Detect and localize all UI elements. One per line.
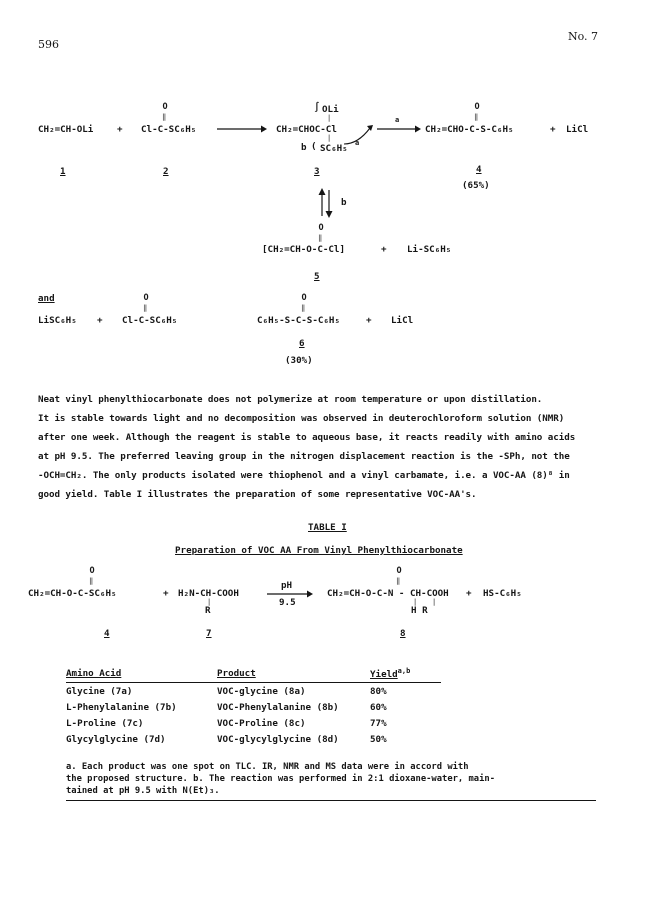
table-bottom-rule [66,800,596,801]
label-b: b [301,142,307,153]
header-product: Product [217,667,256,679]
results-table [66,665,458,747]
body-line: -OCH=CH₂. The only products isolated were thiophenol and a vinyl carbamate, i.e. a VOC-AA (8)⁸ in [38,470,570,481]
product-cell: VOC-Phenylalanine (8b) [217,701,339,713]
reactant-vinyl-phenylthiocarbonate: CH₂=CH-O-C-SC₆H₅ [28,588,117,599]
carbonyl-oxygen: O [89,566,95,576]
lithium-thiophenolate: Li-SC₆H₅ [407,244,452,255]
double-bond-mark: ‖ [474,113,479,121]
compound-number-3: 3 [314,166,320,177]
curved-arrow-upper: ∫ [314,102,320,113]
equilibrium-label-b: b [341,197,347,208]
intermediate-phenylthio: SC₆H₅ [320,143,348,154]
reactant-amino-acid: H₂N-CH-COOH [178,588,239,599]
compound-number-5: 5 [314,271,320,282]
double-bond-mark: ‖ [162,113,167,121]
header-yield: Yield$^{a,b}$ [370,666,411,680]
plus-sign: + [97,315,103,326]
single-bond-mark: | [207,598,212,606]
table-row [66,699,458,715]
single-bond-mark: | [413,598,418,606]
single-bond-mark: | [327,134,332,142]
table-row [66,683,458,699]
product-cell: VOC-glycine (8a) [217,685,306,697]
amino-acid-cell: L-Proline (7c) [66,717,144,729]
table-row [66,715,458,731]
yield-cell: 77% [370,717,387,729]
carbonyl-oxygen: O [162,102,168,112]
product-cell: VOC-Proline (8c) [217,717,306,729]
double-bond-mark: ‖ [396,577,401,585]
byproduct-licl: LiCl [566,124,589,135]
single-bond-mark: | [327,114,332,122]
arrow-label-a: a [395,116,400,124]
label-a: a [355,139,360,147]
amino-acid-cell: Glycylglycine (7d) [66,733,166,745]
byproduct-thiophenol: HS-C₆H₅ [483,588,522,599]
carbonyl-oxygen: O [474,102,480,112]
body-paragraph [38,390,638,504]
table-header-row [66,665,458,681]
yield-4: (65%) [462,180,490,191]
page-number: 596 [38,38,59,51]
yield-6: (30%) [285,355,313,366]
table-row [66,731,458,747]
arrow-condition-ph: pH [281,580,293,591]
yield-cell: 50% [370,733,387,745]
equilibrium-arrows [317,188,335,218]
yield-cell: 80% [370,685,387,697]
double-bond-mark: ‖ [301,304,306,312]
plus-sign: + [366,315,372,326]
compound-number-6: 6 [299,338,305,349]
plus-sign: + [381,244,387,255]
single-bond-mark: | [432,598,437,606]
body-line: after one week. Although the reagent is stable to aqueous base, it reacts readily with amino acids [38,432,576,443]
product-voc-aa: CH₂=CH-O-C-N - CH-COOH [327,588,449,599]
product-cell: VOC-glycylglycine (8d) [217,733,339,745]
table-label: TABLE I [308,522,347,533]
carbonyl-oxygen: O [318,223,324,233]
plus-sign: + [466,588,472,599]
curved-arrow [340,124,376,148]
header-amino-acid: Amino Acid [66,667,122,679]
amino-acid-cell: L-Phenylalanine (7b) [66,701,177,713]
amino-acid-cell: Glycine (7a) [66,685,133,697]
arrow-condition-value: 9.5 [279,597,296,608]
table-footnote: tained at pH 9.5 with N(Et)₃. [66,786,220,796]
reactant-lisc6h5: LiSC₆H₅ [38,315,77,326]
curved-arrow-lower: ( [311,141,317,152]
vinyl-chloroformate: [CH₂=CH-O-C-Cl] [262,244,345,255]
product-substituents: H R [411,605,428,616]
compound-number-4: 4 [476,164,482,175]
body-line: Neat vinyl phenylthiocarbonate does not polymerize at room temperature or upon distillation. [38,394,543,405]
reactant-chlorothioformate: Cl-C-SC₆H₅ [122,315,178,326]
issue-number: No. 7 [568,30,599,43]
double-bond-mark: ‖ [143,304,148,312]
reaction-arrow [217,124,267,134]
compound-number-8: 8 [400,628,406,639]
and-label: and [38,293,55,304]
body-line: It is stable towards light and no decomposition was observed in deuterochloroform solution (NMR) [38,413,565,424]
carbonyl-oxygen: O [396,566,402,576]
carbonyl-oxygen: O [143,293,149,303]
compound-number-2: 2 [163,166,169,177]
byproduct-licl: LiCl [391,315,414,326]
double-bond-mark: ‖ [89,577,94,585]
reactant-chlorothioformate: Cl-C-SC₆H₅ [141,124,197,135]
compound-number-1: 1 [60,166,66,177]
product-diphenyl-dithiocarbonate: C₆H₅-S-C-S-C₆H₅ [257,315,340,326]
intermediate-tetrahedral: CH₂=CHOC-Cl [276,124,337,135]
body-line: good yield. Table I illustrates the preparation of some representative VOC-AA's. [38,489,477,500]
table-caption: Preparation of VOC AA From Vinyl Phenylthiocarbonate [175,545,463,556]
table-footnote: the proposed structure. b. The reaction was performed in 2:1 dioxane-water, main- [66,774,495,784]
plus-sign: + [117,124,123,135]
table-footnote: a. Each product was one spot on TLC. IR, NMR and MS data were in accord with [66,762,469,772]
plus-sign: + [550,124,556,135]
compound-number-7: 7 [206,628,212,639]
plus-sign: + [163,588,169,599]
carbonyl-oxygen: O [301,293,307,303]
reaction-arrow-a [377,124,421,134]
compound-number-4: 4 [104,628,110,639]
reactant-vinyl-oli: CH₂=CH-OLi [38,124,94,135]
intermediate-oli: OLi [322,104,339,115]
product-vinyl-phenylthiocarbonate: CH₂=CHO-C-S-C₆H₅ [425,124,514,135]
body-line: at pH 9.5. The preferred leaving group in the nitrogen displacement reaction is the -SPh, not the [38,451,570,462]
double-bond-mark: ‖ [318,234,323,242]
yield-cell: 60% [370,701,387,713]
substituent-r: R [205,605,211,616]
